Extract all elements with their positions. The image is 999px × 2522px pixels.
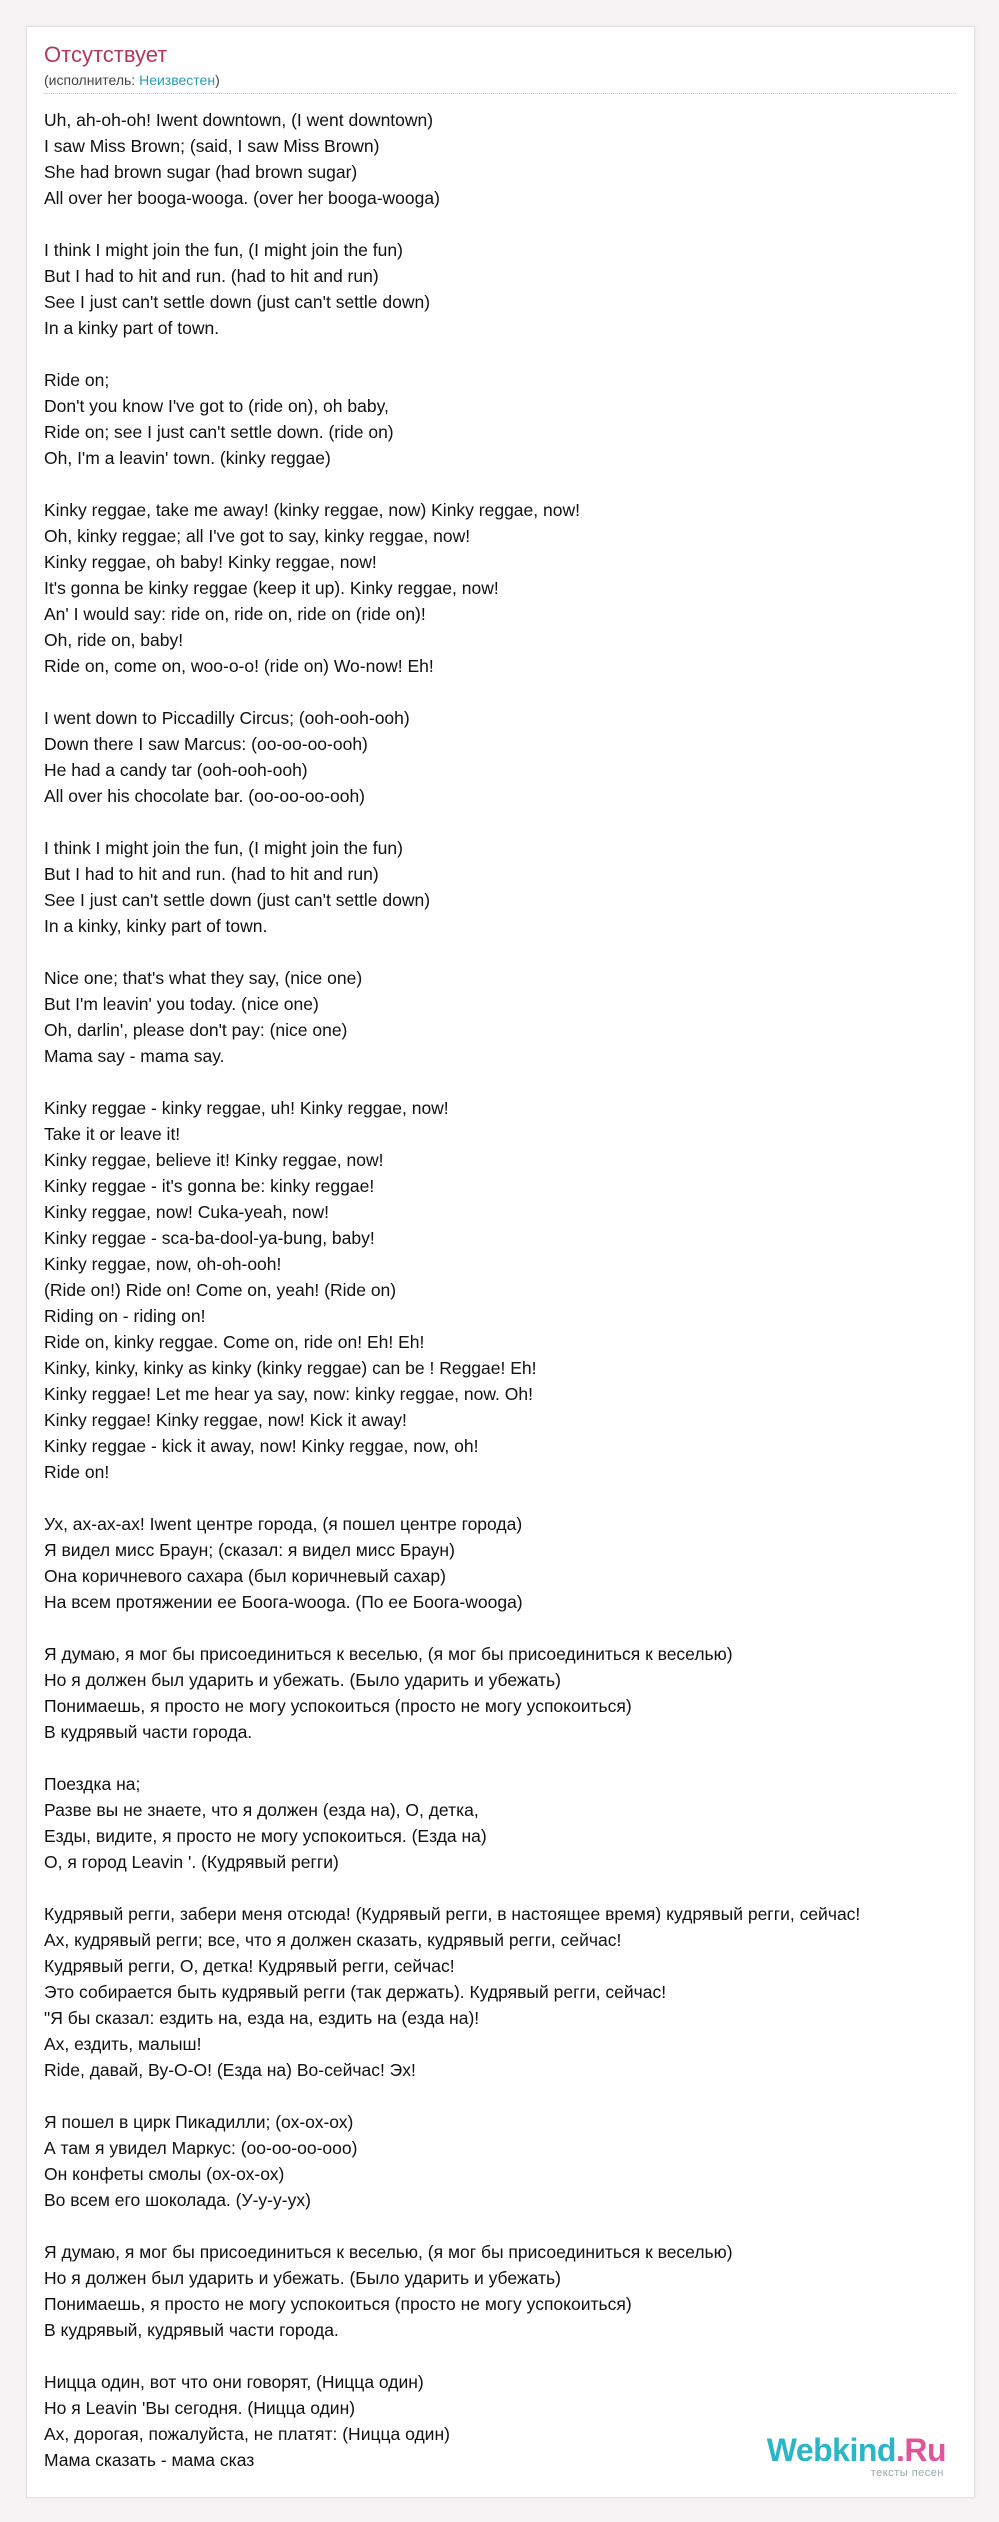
lyric-line: All over his chocolate bar. (oo-oo-oo-ooh) — [44, 786, 366, 806]
lyric-line: Oh, kinky reggae; all I've got to say, kinky reggae, now! — [44, 526, 471, 546]
lyric-line: Down there I saw Marcus: (oo-oo-oo-ooh) — [44, 734, 368, 754]
lyric-line: Kinky reggae - kick it away, now! Kinky reggae, now, oh! — [44, 1436, 479, 1456]
lyric-line: В кудрявый, кудрявый части города. — [44, 2320, 339, 2340]
lyric-line: Kinky reggae - it's gonna be: kinky reggae! — [44, 1176, 375, 1196]
stanza-break — [44, 211, 972, 237]
lyric-line: Ух, ах-ах-ах! Iwent центре города, (я пошел центре города) — [44, 1514, 523, 1534]
lyric-line: Но я должен был ударить и убежать. (Было ударить и убежать) — [44, 1670, 561, 1690]
lyric-line: He had a candy tar (ooh-ooh-ooh) — [44, 760, 308, 780]
artist-link[interactable]: Неизвестен — [139, 72, 216, 88]
stanza-break — [44, 2213, 972, 2239]
lyric-line: Kinky reggae, now, oh-oh-ooh! — [44, 1254, 282, 1274]
lyric-line: Don't you know I've got to (ride on), oh baby, — [44, 396, 389, 416]
lyric-line: Но я должен был ударить и убежать. (Было ударить и убежать) — [44, 2268, 561, 2288]
lyric-line: I think I might join the fun, (I might join the fun) — [44, 838, 403, 858]
header-divider — [44, 93, 956, 94]
lyrics-card — [26, 26, 975, 2498]
lyric-line: (Ride on!) Ride on! Come on, yeah! (Ride on) — [44, 1280, 397, 1300]
stanza-break — [44, 1485, 972, 1511]
lyric-line: Он конфеты смолы (ох-ох-ох) — [44, 2164, 285, 2184]
stanza-break — [44, 2083, 972, 2109]
lyric-line: Ride on; see I just can't settle down. (ride on) — [44, 422, 394, 442]
lyric-line: Ride on, come on, woo-o-o! (ride on) Wo-now! Eh! — [44, 656, 434, 676]
lyric-line: Разве вы не знаете, что я должен (езда на), О, детка, — [44, 1800, 479, 1820]
lyric-line: Kinky reggae, oh baby! Kinky reggae, now! — [44, 552, 377, 572]
lyric-line: Но я Leavin 'Вы сегодня. (Ницца один) — [44, 2398, 356, 2418]
stanza-break — [44, 1069, 972, 1095]
lyric-line: Мама сказать - мама сказ — [44, 2450, 255, 2470]
logo-tld: .Ru — [895, 2432, 946, 2468]
lyric-line: Kinky reggae! Let me hear ya say, now: kinky reggae, now. Oh! — [44, 1384, 533, 1404]
lyric-line: In a kinky part of town. — [44, 318, 220, 338]
artist-line — [44, 71, 220, 89]
lyric-line: Ride on; — [44, 370, 110, 390]
site-logo[interactable] — [767, 2433, 946, 2479]
lyric-line: Понимаешь, я просто не могу успокоиться (просто не могу успокоиться) — [44, 2294, 632, 2314]
lyric-line: She had brown sugar (had brown sugar) — [44, 162, 358, 182]
lyric-line: But I had to hit and run. (had to hit and run) — [44, 864, 379, 884]
lyric-line: Oh, ride on, baby! — [44, 630, 184, 650]
lyric-line: Uh, ah-oh-oh! Iwent downtown, (I went downtown) — [44, 110, 434, 130]
lyric-line: Ах, кудрявый регги; все, что я должен сказать, кудрявый регги, сейчас! — [44, 1930, 622, 1950]
lyric-line: Ride on! — [44, 1462, 110, 1482]
lyric-line: На всем протяжении ее Боога-wooga. (По ее Боога-wooga) — [44, 1592, 523, 1612]
lyric-line: Ах, ездить, малыш! — [44, 2034, 202, 2054]
lyric-line: Riding on - riding on! — [44, 1306, 206, 1326]
lyric-line: Кудрявый регги, забери меня отсюда! (Кудрявый регги, в настоящее время) кудрявый регги, сейчас! — [44, 1904, 861, 1924]
lyric-line: An' I would say: ride on, ride on, ride on (ride on)! — [44, 604, 426, 624]
lyrics-text — [44, 107, 972, 2473]
lyric-line: Oh, I'm a leavin' town. (kinky reggae) — [44, 448, 331, 468]
lyric-line: А там я увидел Маркус: (оо-оо-оо-ооо) — [44, 2138, 358, 2158]
logo-wordmark — [767, 2433, 946, 2467]
lyric-line: Kinky reggae! Kinky reggae, now! Kick it away! — [44, 1410, 407, 1430]
lyric-line: В кудрявый части города. — [44, 1722, 253, 1742]
lyric-line: Ride on, kinky reggae. Come on, ride on! Eh! Eh! — [44, 1332, 425, 1352]
lyric-line: Ах, дорогая, пожалуйста, не платят: (Ницца один) — [44, 2424, 450, 2444]
lyric-line: In a kinky, kinky part of town. — [44, 916, 268, 936]
lyric-line: Kinky reggae - kinky reggae, uh! Kinky reggae, now! — [44, 1098, 449, 1118]
logo-main-text: Webkind — [766, 2432, 896, 2468]
lyric-line: I went down to Piccadilly Circus; (ooh-ooh-ooh) — [44, 708, 410, 728]
lyric-line: I think I might join the fun, (I might join the fun) — [44, 240, 403, 260]
lyric-line: Ницца один, вот что они говорят, (Ницца один) — [44, 2372, 424, 2392]
lyric-line: Kinky reggae, now! Cuka-yeah, now! — [44, 1202, 330, 1222]
lyric-line: О, я город Leavin '. (Кудрявый регги) — [44, 1852, 339, 1872]
lyric-line: Я думаю, я мог бы присоединиться к веселью, (я мог бы присоединиться к веселью) — [44, 1644, 733, 1664]
stanza-break — [44, 1875, 972, 1901]
lyric-line: Во всем его шоколада. (У-у-у-ух) — [44, 2190, 311, 2210]
stanza-break — [44, 939, 972, 965]
lyric-line: It's gonna be kinky reggae (keep it up). Kinky reggae, now! — [44, 578, 499, 598]
stanza-break — [44, 471, 972, 497]
lyric-line: Это собирается быть кудрявый регги (так держать). Кудрявый регги, сейчас! — [44, 1982, 667, 2002]
lyric-line: See I just can't settle down (just can't settle down) — [44, 292, 431, 312]
lyric-line: Kinky reggae, believe it! Kinky reggae, now! — [44, 1150, 384, 1170]
stanza-break — [44, 1615, 972, 1641]
artist-prefix: (исполнитель: — [44, 72, 140, 88]
lyric-line: Я видел мисс Браун; (сказал: я видел мисс Браун) — [44, 1540, 455, 1560]
lyric-line: But I'm leavin' you today. (nice one) — [44, 994, 319, 1014]
lyric-line: Ride, давай, Ву-О-О! (Езда на) Во-сейчас! Эх! — [44, 2060, 416, 2080]
lyric-line: Я пошел в цирк Пикадилли; (ох-ох-ох) — [44, 2112, 354, 2132]
lyric-line: Она коричневого сахара (был коричневый сахар) — [44, 1566, 446, 1586]
lyric-line: Kinky, kinky, kinky as kinky (kinky reggae) can be ! Reggae! Eh! — [44, 1358, 537, 1378]
lyric-line: Mama say - mama say. — [44, 1046, 225, 1066]
song-title: Отсутствует — [44, 42, 168, 67]
stanza-break — [44, 1745, 972, 1771]
lyric-line: Понимаешь, я просто не могу успокоиться (просто не могу успокоиться) — [44, 1696, 632, 1716]
lyric-line: Я думаю, я мог бы присоединиться к веселью, (я мог бы присоединиться к веселью) — [44, 2242, 733, 2262]
lyric-line: Kinky reggae - sca-ba-dool-ya-bung, baby! — [44, 1228, 375, 1248]
lyric-line: Oh, darlin', please don't pay: (nice one) — [44, 1020, 348, 1040]
lyric-line: Kinky reggae, take me away! (kinky reggae, now) Kinky reggae, now! — [44, 500, 580, 520]
lyric-line: Take it or leave it! — [44, 1124, 181, 1144]
lyric-line: Кудрявый регги, О, детка! Кудрявый регги, сейчас! — [44, 1956, 455, 1976]
lyric-line: Поездка на; — [44, 1774, 141, 1794]
logo-tagline: тексты песен — [870, 2467, 944, 2479]
lyric-line: See I just can't settle down (just can't settle down) — [44, 890, 431, 910]
lyric-line: I saw Miss Brown; (said, I saw Miss Brown) — [44, 136, 380, 156]
lyric-line: "Я бы сказал: ездить на, езда на, ездить на (езда на)! — [44, 2008, 480, 2028]
lyric-line: All over her booga-wooga. (over her booga-wooga) — [44, 188, 440, 208]
artist-suffix: ) — [215, 72, 220, 88]
stanza-break — [44, 809, 972, 835]
lyric-line: Езды, видите, я просто не могу успокоиться. (Езда на) — [44, 1826, 487, 1846]
stanza-break — [44, 2343, 972, 2369]
lyric-line: Nice one; that's what they say, (nice one) — [44, 968, 363, 988]
stanza-break — [44, 341, 972, 367]
lyric-line: But I had to hit and run. (had to hit and run) — [44, 266, 379, 286]
stanza-break — [44, 679, 972, 705]
